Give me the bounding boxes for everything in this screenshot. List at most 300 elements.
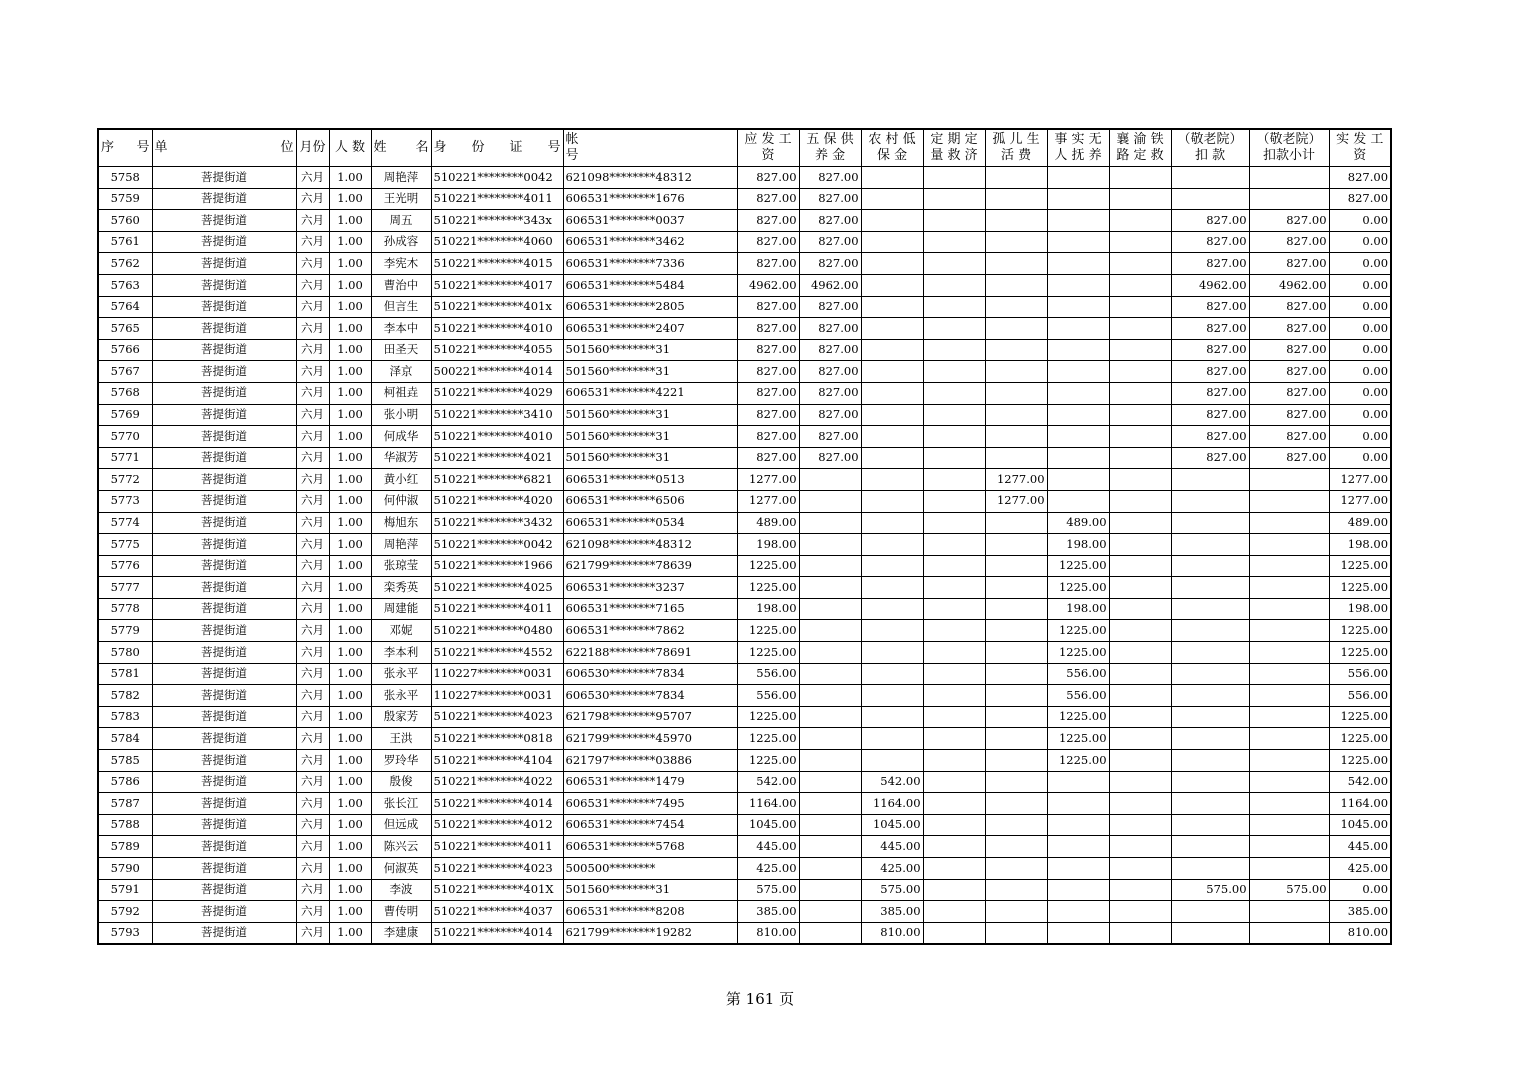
orphan-living-cell — [985, 922, 1047, 944]
nursing-home-subtotal-cell — [1249, 814, 1329, 836]
account-cell: 606530********7834 — [563, 685, 737, 707]
name-cell: 曹传明 — [371, 901, 431, 923]
month-cell: 六月 — [296, 793, 329, 815]
orphan-living-cell: 1277.00 — [985, 490, 1047, 512]
account-cell: 606531********5768 — [563, 836, 737, 858]
five-guarantee-cell — [799, 728, 861, 750]
count-cell: 1.00 — [329, 901, 371, 923]
month-cell: 六月 — [296, 231, 329, 253]
table-row — [98, 555, 1391, 577]
nursing-home-deduction-cell — [1171, 555, 1249, 577]
de-facto-orphan-cell — [1047, 253, 1109, 275]
count-cell: 1.00 — [329, 490, 371, 512]
net-pay-cell: 827.00 — [1329, 167, 1391, 189]
table-body — [98, 167, 1391, 945]
fixed-relief-cell — [923, 274, 985, 296]
month-cell: 六月 — [296, 382, 329, 404]
de-facto-orphan-cell — [1047, 814, 1109, 836]
net-pay-cell: 0.00 — [1329, 274, 1391, 296]
gross-pay-cell: 1225.00 — [737, 642, 799, 664]
xiangyu-railway-header: 襄 渝 铁 路 定 救 — [1109, 129, 1171, 167]
rural-subsistence-cell: 1045.00 — [861, 814, 923, 836]
table-row — [98, 339, 1391, 361]
gross-pay-cell: 827.00 — [737, 318, 799, 340]
account-cell: 622188********78691 — [563, 642, 737, 664]
xiangyu-railway-cell — [1109, 642, 1171, 664]
rural-subsistence-cell — [861, 318, 923, 340]
nursing-home-subtotal-cell — [1249, 728, 1329, 750]
id-number-cell: 510221********4010 — [431, 426, 563, 448]
gross-pay-cell: 827.00 — [737, 404, 799, 426]
de-facto-orphan-cell: 1225.00 — [1047, 750, 1109, 772]
xiangyu-railway-cell — [1109, 469, 1171, 491]
xiangyu-railway-cell — [1109, 771, 1171, 793]
unit-cell: 菩提街道 — [152, 274, 296, 296]
name-cell: 何成华 — [371, 426, 431, 448]
five-guarantee-cell — [799, 534, 861, 556]
nursing-home-deduction-header: （敬老院）扣 款 — [1171, 129, 1249, 167]
unit-cell: 菩提街道 — [152, 750, 296, 772]
rural-subsistence-cell — [861, 447, 923, 469]
fixed-relief-cell — [923, 382, 985, 404]
rural-subsistence-cell — [861, 382, 923, 404]
nursing-home-deduction-cell — [1171, 922, 1249, 944]
name-cell: 张永平 — [371, 685, 431, 707]
unit-cell: 菩提街道 — [152, 728, 296, 750]
net-pay-cell: 810.00 — [1329, 922, 1391, 944]
count-cell: 1.00 — [329, 210, 371, 232]
account-cell: 621797********03886 — [563, 750, 737, 772]
orphan-living-cell — [985, 426, 1047, 448]
xiangyu-railway-cell — [1109, 318, 1171, 340]
table-row — [98, 728, 1391, 750]
name-cell: 张小明 — [371, 404, 431, 426]
gross-pay-cell: 810.00 — [737, 922, 799, 944]
five-guarantee-cell — [799, 512, 861, 534]
xiangyu-railway-cell — [1109, 382, 1171, 404]
nursing-home-deduction-cell — [1171, 188, 1249, 210]
nursing-home-subtotal-cell — [1249, 620, 1329, 642]
rural-subsistence-cell: 575.00 — [861, 879, 923, 901]
fixed-relief-cell — [923, 901, 985, 923]
de-facto-orphan-cell: 1225.00 — [1047, 577, 1109, 599]
name-cell: 周建能 — [371, 598, 431, 620]
nursing-home-subtotal-cell: 4962.00 — [1249, 274, 1329, 296]
month-cell: 六月 — [296, 318, 329, 340]
id-number-cell: 510221********4011 — [431, 598, 563, 620]
nursing-home-deduction-cell: 827.00 — [1171, 339, 1249, 361]
count-cell: 1.00 — [329, 750, 371, 772]
fixed-relief-cell — [923, 793, 985, 815]
account-cell: 606530********7834 — [563, 663, 737, 685]
unit-cell: 菩提街道 — [152, 318, 296, 340]
orphan-living-cell — [985, 512, 1047, 534]
de-facto-orphan-cell — [1047, 296, 1109, 318]
fixed-relief-cell — [923, 512, 985, 534]
serial-cell: 5786 — [98, 771, 152, 793]
month-cell: 六月 — [296, 750, 329, 772]
account-cell: 606531********8208 — [563, 901, 737, 923]
nursing-home-subtotal-cell — [1249, 706, 1329, 728]
xiangyu-railway-cell — [1109, 793, 1171, 815]
de-facto-orphan-cell — [1047, 167, 1109, 189]
month-cell: 六月 — [296, 188, 329, 210]
count-cell: 1.00 — [329, 836, 371, 858]
account-cell: 606531********7862 — [563, 620, 737, 642]
table-row — [98, 426, 1391, 448]
net-pay-cell: 0.00 — [1329, 231, 1391, 253]
name-cell: 周艳萍 — [371, 167, 431, 189]
account-cell: 606531********2407 — [563, 318, 737, 340]
serial-cell: 5776 — [98, 555, 152, 577]
month-cell: 六月 — [296, 642, 329, 664]
rural-subsistence-cell — [861, 231, 923, 253]
account-cell: 606531********7454 — [563, 814, 737, 836]
relief-payment-table — [97, 128, 1392, 945]
count-cell: 1.00 — [329, 361, 371, 383]
table-row — [98, 858, 1391, 880]
account-cell: 621098********48312 — [563, 167, 737, 189]
five-guarantee-cell — [799, 750, 861, 772]
count-cell: 1.00 — [329, 274, 371, 296]
orphan-living-cell — [985, 404, 1047, 426]
table-row — [98, 771, 1391, 793]
five-guarantee-cell — [799, 490, 861, 512]
nursing-home-deduction-cell — [1171, 836, 1249, 858]
fixed-relief-cell — [923, 490, 985, 512]
five-guarantee-cell: 827.00 — [799, 296, 861, 318]
serial-cell: 5759 — [98, 188, 152, 210]
table-row — [98, 750, 1391, 772]
unit-cell: 菩提街道 — [152, 577, 296, 599]
five-guarantee-cell: 827.00 — [799, 361, 861, 383]
unit-cell: 菩提街道 — [152, 512, 296, 534]
fixed-relief-cell — [923, 167, 985, 189]
nursing-home-subtotal-cell: 827.00 — [1249, 210, 1329, 232]
month-cell: 六月 — [296, 404, 329, 426]
orphan-living-cell — [985, 858, 1047, 880]
count-cell: 1.00 — [329, 426, 371, 448]
de-facto-orphan-cell: 198.00 — [1047, 598, 1109, 620]
nursing-home-subtotal-cell: 827.00 — [1249, 382, 1329, 404]
month-cell: 六月 — [296, 447, 329, 469]
fixed-relief-cell — [923, 642, 985, 664]
rural-subsistence-cell — [861, 750, 923, 772]
five-guarantee-cell — [799, 793, 861, 815]
name-cell: 李建康 — [371, 922, 431, 944]
xiangyu-railway-cell — [1109, 663, 1171, 685]
nursing-home-subtotal-cell — [1249, 490, 1329, 512]
name-cell: 但远成 — [371, 814, 431, 836]
unit-cell: 菩提街道 — [152, 858, 296, 880]
account-cell: 606531********5484 — [563, 274, 737, 296]
serial-cell: 5792 — [98, 901, 152, 923]
name-cell: 罗玲华 — [371, 750, 431, 772]
five-guarantee-cell: 827.00 — [799, 447, 861, 469]
gross-pay-cell: 198.00 — [737, 598, 799, 620]
xiangyu-railway-cell — [1109, 296, 1171, 318]
nursing-home-subtotal-header: （敬老院）扣款小计 — [1249, 129, 1329, 167]
rural-subsistence-cell — [861, 253, 923, 275]
table-row — [98, 901, 1391, 923]
gross-pay-cell: 1225.00 — [737, 750, 799, 772]
nursing-home-deduction-cell — [1171, 534, 1249, 556]
five-guarantee-cell: 827.00 — [799, 188, 861, 210]
account-cell: 606531********7165 — [563, 598, 737, 620]
orphan-living-cell — [985, 793, 1047, 815]
gross-pay-cell: 198.00 — [737, 534, 799, 556]
five-guarantee-cell — [799, 922, 861, 944]
name-cell: 李宪木 — [371, 253, 431, 275]
net-pay-cell: 1045.00 — [1329, 814, 1391, 836]
xiangyu-railway-cell — [1109, 231, 1171, 253]
nursing-home-deduction-cell — [1171, 620, 1249, 642]
de-facto-orphan-cell — [1047, 836, 1109, 858]
serial-cell: 5779 — [98, 620, 152, 642]
serial-cell: 5774 — [98, 512, 152, 534]
unit-cell: 菩提街道 — [152, 188, 296, 210]
account-cell: 606531********3462 — [563, 231, 737, 253]
serial-cell: 5760 — [98, 210, 152, 232]
month-cell: 六月 — [296, 771, 329, 793]
nursing-home-deduction-cell — [1171, 663, 1249, 685]
account-cell: 606531********6506 — [563, 490, 737, 512]
serial-cell: 5771 — [98, 447, 152, 469]
table-row — [98, 253, 1391, 275]
nursing-home-deduction-cell: 827.00 — [1171, 361, 1249, 383]
xiangyu-railway-cell — [1109, 706, 1171, 728]
serial-cell: 5790 — [98, 858, 152, 880]
nursing-home-subtotal-cell — [1249, 534, 1329, 556]
orphan-living-cell — [985, 253, 1047, 275]
unit-cell: 菩提街道 — [152, 361, 296, 383]
account-cell: 621798********95707 — [563, 706, 737, 728]
net-pay-cell: 0.00 — [1329, 404, 1391, 426]
fixed-relief-cell — [923, 685, 985, 707]
net-pay-cell: 425.00 — [1329, 858, 1391, 880]
xiangyu-railway-cell — [1109, 728, 1171, 750]
gross-pay-cell: 827.00 — [737, 188, 799, 210]
table-row — [98, 814, 1391, 836]
nursing-home-subtotal-cell — [1249, 577, 1329, 599]
month-cell: 六月 — [296, 534, 329, 556]
rural-subsistence-cell — [861, 577, 923, 599]
gross-pay-cell: 556.00 — [737, 663, 799, 685]
serial-cell: 5766 — [98, 339, 152, 361]
de-facto-orphan-cell: 489.00 — [1047, 512, 1109, 534]
rural-subsistence-cell: 1164.00 — [861, 793, 923, 815]
rural-subsistence-cell — [861, 620, 923, 642]
nursing-home-subtotal-cell — [1249, 901, 1329, 923]
name-cell: 李波 — [371, 879, 431, 901]
serial-cell: 5772 — [98, 469, 152, 491]
gross-pay-cell: 1225.00 — [737, 555, 799, 577]
account-cell: 501560********31 — [563, 879, 737, 901]
name-cell: 王光明 — [371, 188, 431, 210]
nursing-home-subtotal-cell: 827.00 — [1249, 404, 1329, 426]
month-cell: 六月 — [296, 361, 329, 383]
rural-subsistence-cell: 542.00 — [861, 771, 923, 793]
unit-cell: 菩提街道 — [152, 642, 296, 664]
orphan-living-cell — [985, 231, 1047, 253]
five-guarantee-cell: 4962.00 — [799, 274, 861, 296]
name-cell: 但言生 — [371, 296, 431, 318]
nursing-home-subtotal-cell: 827.00 — [1249, 318, 1329, 340]
table-row — [98, 188, 1391, 210]
id-number-cell: 510221********4029 — [431, 382, 563, 404]
nursing-home-deduction-cell — [1171, 167, 1249, 189]
month-cell: 六月 — [296, 836, 329, 858]
id-number-cell: 510221********4012 — [431, 814, 563, 836]
gross-pay-cell: 827.00 — [737, 167, 799, 189]
gross-pay-cell: 4962.00 — [737, 274, 799, 296]
gross-pay-cell: 1277.00 — [737, 469, 799, 491]
five-guarantee-cell — [799, 642, 861, 664]
table-row — [98, 210, 1391, 232]
orphan-living-cell — [985, 642, 1047, 664]
net-pay-cell: 489.00 — [1329, 512, 1391, 534]
de-facto-orphan-cell — [1047, 361, 1109, 383]
fixed-relief-cell — [923, 469, 985, 491]
id-number-cell: 510221********4055 — [431, 339, 563, 361]
xiangyu-railway-cell — [1109, 750, 1171, 772]
nursing-home-deduction-cell: 827.00 — [1171, 318, 1249, 340]
account-cell: 621799********78639 — [563, 555, 737, 577]
nursing-home-deduction-cell — [1171, 814, 1249, 836]
fixed-relief-cell — [923, 318, 985, 340]
id-number-cell: 510221********3410 — [431, 404, 563, 426]
account-cell: 621799********19282 — [563, 922, 737, 944]
nursing-home-deduction-cell — [1171, 577, 1249, 599]
unit-cell: 菩提街道 — [152, 404, 296, 426]
orphan-living-cell — [985, 188, 1047, 210]
serial-cell: 5778 — [98, 598, 152, 620]
count-cell: 1.00 — [329, 728, 371, 750]
xiangyu-railway-cell — [1109, 404, 1171, 426]
count-header: 人 数 — [329, 129, 371, 167]
count-cell: 1.00 — [329, 620, 371, 642]
nursing-home-deduction-cell — [1171, 728, 1249, 750]
serial-cell: 5791 — [98, 879, 152, 901]
de-facto-orphan-cell: 1225.00 — [1047, 555, 1109, 577]
nursing-home-deduction-cell: 827.00 — [1171, 382, 1249, 404]
table-row — [98, 231, 1391, 253]
table-row — [98, 922, 1391, 944]
count-cell: 1.00 — [329, 231, 371, 253]
five-guarantee-cell — [799, 620, 861, 642]
table-row — [98, 490, 1391, 512]
unit-cell: 菩提街道 — [152, 814, 296, 836]
net-pay-cell: 198.00 — [1329, 598, 1391, 620]
nursing-home-deduction-cell — [1171, 750, 1249, 772]
id-number-cell: 510221********4014 — [431, 793, 563, 815]
id-number-cell: 510221********4060 — [431, 231, 563, 253]
nursing-home-subtotal-cell — [1249, 642, 1329, 664]
five-guarantee-cell — [799, 901, 861, 923]
unit-cell: 菩提街道 — [152, 685, 296, 707]
nursing-home-subtotal-cell — [1249, 771, 1329, 793]
fixed-relief-cell — [923, 620, 985, 642]
net-pay-cell: 0.00 — [1329, 210, 1391, 232]
orphan-living-cell — [985, 836, 1047, 858]
nursing-home-subtotal-cell — [1249, 793, 1329, 815]
five-guarantee-cell — [799, 836, 861, 858]
rural-subsistence-cell — [861, 274, 923, 296]
five-guarantee-cell — [799, 858, 861, 880]
serial-cell: 5763 — [98, 274, 152, 296]
de-facto-orphan-cell — [1047, 188, 1109, 210]
net-pay-cell: 1164.00 — [1329, 793, 1391, 815]
month-cell: 六月 — [296, 210, 329, 232]
fixed-relief-cell — [923, 210, 985, 232]
count-cell: 1.00 — [329, 879, 371, 901]
account-cell: 606531********4221 — [563, 382, 737, 404]
fixed-relief-header: 定 期 定 量 救 济 — [923, 129, 985, 167]
unit-cell: 菩提街道 — [152, 253, 296, 275]
unit-cell: 菩提街道 — [152, 469, 296, 491]
five-guarantee-cell — [799, 814, 861, 836]
month-cell: 六月 — [296, 555, 329, 577]
net-pay-cell: 556.00 — [1329, 663, 1391, 685]
gross-pay-header: 应 发 工 资 — [737, 129, 799, 167]
de-facto-orphan-cell: 198.00 — [1047, 534, 1109, 556]
gross-pay-cell: 827.00 — [737, 210, 799, 232]
gross-pay-cell: 1225.00 — [737, 620, 799, 642]
month-cell: 六月 — [296, 814, 329, 836]
five-guarantee-cell — [799, 555, 861, 577]
nursing-home-deduction-cell: 827.00 — [1171, 404, 1249, 426]
table-row — [98, 512, 1391, 534]
five-guarantee-cell: 827.00 — [799, 426, 861, 448]
nursing-home-deduction-cell — [1171, 490, 1249, 512]
id-number-cell: 510221********343x — [431, 210, 563, 232]
fixed-relief-cell — [923, 361, 985, 383]
de-facto-orphan-cell: 1225.00 — [1047, 642, 1109, 664]
unit-header: 单 位 — [152, 129, 296, 167]
unit-cell: 菩提街道 — [152, 296, 296, 318]
id-number-cell: 510221********4022 — [431, 771, 563, 793]
rural-subsistence-cell — [861, 426, 923, 448]
account-cell: 606531********1479 — [563, 771, 737, 793]
nursing-home-subtotal-cell: 827.00 — [1249, 296, 1329, 318]
de-facto-orphan-cell — [1047, 404, 1109, 426]
orphan-living-cell — [985, 339, 1047, 361]
unit-cell: 菩提街道 — [152, 426, 296, 448]
name-cell: 何淑英 — [371, 858, 431, 880]
gross-pay-cell: 827.00 — [737, 382, 799, 404]
unit-cell: 菩提街道 — [152, 771, 296, 793]
unit-cell: 菩提街道 — [152, 879, 296, 901]
nursing-home-subtotal-cell — [1249, 469, 1329, 491]
nursing-home-subtotal-cell: 827.00 — [1249, 339, 1329, 361]
xiangyu-railway-cell — [1109, 447, 1171, 469]
month-cell: 六月 — [296, 296, 329, 318]
xiangyu-railway-cell — [1109, 620, 1171, 642]
nursing-home-deduction-cell — [1171, 901, 1249, 923]
count-cell: 1.00 — [329, 188, 371, 210]
serial-cell: 5785 — [98, 750, 152, 772]
name-cell: 黄小红 — [371, 469, 431, 491]
id-number-cell: 510221********0042 — [431, 167, 563, 189]
fixed-relief-cell — [923, 577, 985, 599]
account-cell: 606531********0534 — [563, 512, 737, 534]
unit-cell: 菩提街道 — [152, 534, 296, 556]
count-cell: 1.00 — [329, 771, 371, 793]
nursing-home-deduction-cell — [1171, 771, 1249, 793]
account-cell: 500500******** — [563, 858, 737, 880]
month-cell: 六月 — [296, 490, 329, 512]
month-cell: 六月 — [296, 879, 329, 901]
